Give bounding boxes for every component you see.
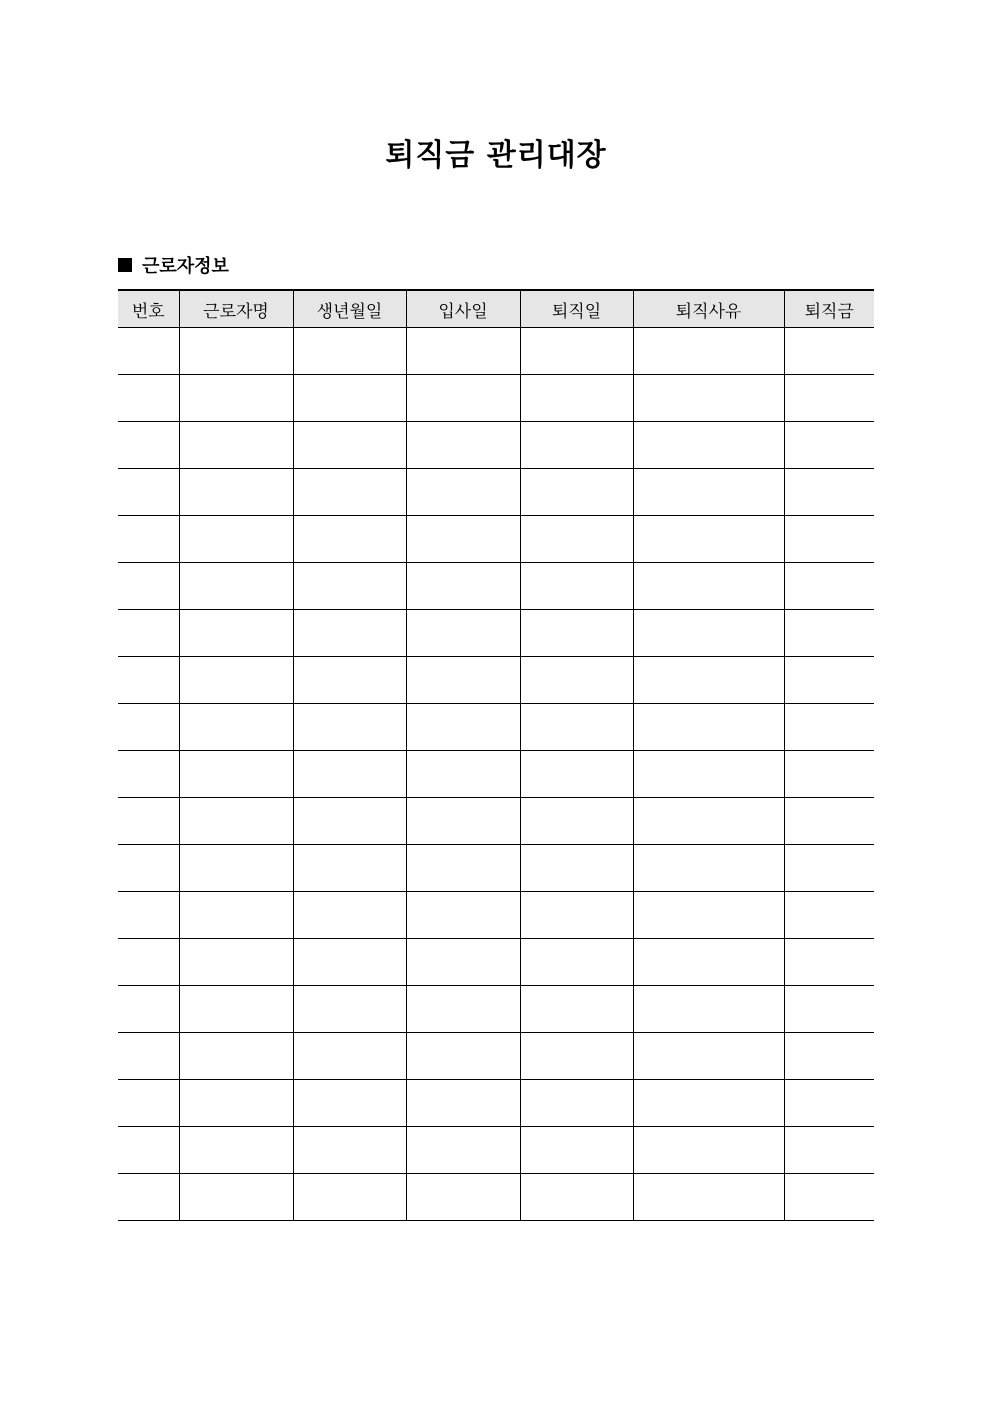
cell-birth-date[interactable] — [293, 375, 406, 422]
cell-retirement-date[interactable] — [520, 845, 633, 892]
cell-worker-name[interactable] — [179, 610, 293, 657]
cell-number[interactable] — [118, 1080, 179, 1127]
cell-retirement-reason[interactable] — [633, 516, 784, 563]
cell-worker-name[interactable] — [179, 328, 293, 375]
cell-severance-pay[interactable] — [784, 422, 874, 469]
header-birth-date: 생년월일 — [293, 290, 406, 328]
cell-severance-pay[interactable] — [784, 939, 874, 986]
cell-retirement-date[interactable] — [520, 516, 633, 563]
table-row — [118, 704, 874, 751]
cell-severance-pay[interactable] — [784, 1127, 874, 1174]
header-severance-pay: 퇴직금 — [784, 290, 874, 328]
cell-retirement-reason[interactable] — [633, 751, 784, 798]
cell-worker-name[interactable] — [179, 704, 293, 751]
cell-retirement-reason[interactable] — [633, 328, 784, 375]
cell-hire-date[interactable] — [406, 939, 520, 986]
cell-retirement-reason[interactable] — [633, 610, 784, 657]
cell-retirement-reason[interactable] — [633, 798, 784, 845]
cell-severance-pay[interactable] — [784, 892, 874, 939]
cell-number[interactable] — [118, 751, 179, 798]
cell-severance-pay[interactable] — [784, 657, 874, 704]
cell-number[interactable] — [118, 375, 179, 422]
cell-worker-name[interactable] — [179, 375, 293, 422]
header-retirement-date: 퇴직일 — [520, 290, 633, 328]
cell-worker-name[interactable] — [179, 892, 293, 939]
cell-worker-name[interactable] — [179, 469, 293, 516]
cell-hire-date[interactable] — [406, 469, 520, 516]
cell-birth-date[interactable] — [293, 328, 406, 375]
cell-number[interactable] — [118, 610, 179, 657]
cell-hire-date[interactable] — [406, 375, 520, 422]
cell-retirement-date[interactable] — [520, 892, 633, 939]
cell-worker-name[interactable] — [179, 986, 293, 1033]
cell-retirement-date[interactable] — [520, 1080, 633, 1127]
cell-birth-date[interactable] — [293, 610, 406, 657]
cell-severance-pay[interactable] — [784, 704, 874, 751]
cell-retirement-date[interactable] — [520, 704, 633, 751]
section-heading-label: 근로자정보 — [142, 256, 229, 277]
cell-severance-pay[interactable] — [784, 469, 874, 516]
square-bullet-icon — [118, 258, 132, 272]
cell-retirement-reason[interactable] — [633, 1174, 784, 1221]
cell-retirement-date[interactable] — [520, 422, 633, 469]
cell-severance-pay[interactable] — [784, 798, 874, 845]
cell-worker-name[interactable] — [179, 939, 293, 986]
severance-ledger-table — [118, 289, 874, 1221]
header-worker-name: 근로자명 — [179, 290, 293, 328]
cell-hire-date[interactable] — [406, 986, 520, 1033]
cell-birth-date[interactable] — [293, 657, 406, 704]
table-row — [118, 375, 874, 422]
cell-hire-date[interactable] — [406, 798, 520, 845]
table-row — [118, 328, 874, 375]
cell-hire-date[interactable] — [406, 845, 520, 892]
cell-severance-pay[interactable] — [784, 986, 874, 1033]
table-row — [118, 798, 874, 845]
cell-retirement-reason[interactable] — [633, 422, 784, 469]
cell-worker-name[interactable] — [179, 1033, 293, 1080]
page-title: 퇴직금 관리대장 — [385, 138, 607, 173]
cell-number[interactable] — [118, 986, 179, 1033]
cell-hire-date[interactable] — [406, 657, 520, 704]
cell-retirement-reason[interactable] — [633, 657, 784, 704]
table-row — [118, 422, 874, 469]
cell-number[interactable] — [118, 892, 179, 939]
cell-birth-date[interactable] — [293, 939, 406, 986]
table-body — [118, 328, 874, 1221]
cell-retirement-date[interactable] — [520, 328, 633, 375]
cell-severance-pay[interactable] — [784, 1174, 874, 1221]
cell-birth-date[interactable] — [293, 798, 406, 845]
cell-number[interactable] — [118, 798, 179, 845]
cell-hire-date[interactable] — [406, 610, 520, 657]
cell-retirement-reason[interactable] — [633, 845, 784, 892]
table-row — [118, 751, 874, 798]
cell-birth-date[interactable] — [293, 1080, 406, 1127]
cell-birth-date[interactable] — [293, 1127, 406, 1174]
cell-retirement-date[interactable] — [520, 751, 633, 798]
cell-number[interactable] — [118, 845, 179, 892]
cell-hire-date[interactable] — [406, 328, 520, 375]
table-row — [118, 939, 874, 986]
header-hire-date: 입사일 — [406, 290, 520, 328]
table-row — [118, 1127, 874, 1174]
cell-severance-pay[interactable] — [784, 328, 874, 375]
cell-retirement-reason[interactable] — [633, 704, 784, 751]
cell-number[interactable] — [118, 328, 179, 375]
cell-hire-date[interactable] — [406, 516, 520, 563]
table-row — [118, 563, 874, 610]
table-row — [118, 892, 874, 939]
cell-retirement-date[interactable] — [520, 610, 633, 657]
cell-hire-date[interactable] — [406, 1033, 520, 1080]
table-row — [118, 469, 874, 516]
cell-number[interactable] — [118, 939, 179, 986]
cell-retirement-date[interactable] — [520, 939, 633, 986]
cell-retirement-reason[interactable] — [633, 1127, 784, 1174]
cell-birth-date[interactable] — [293, 469, 406, 516]
cell-retirement-reason[interactable] — [633, 892, 784, 939]
table-row — [118, 610, 874, 657]
cell-hire-date[interactable] — [406, 563, 520, 610]
cell-retirement-reason[interactable] — [633, 1080, 784, 1127]
cell-severance-pay[interactable] — [784, 516, 874, 563]
cell-worker-name[interactable] — [179, 1174, 293, 1221]
table-row — [118, 986, 874, 1033]
cell-retirement-date[interactable] — [520, 798, 633, 845]
table-header-row — [118, 290, 874, 328]
cell-birth-date[interactable] — [293, 422, 406, 469]
cell-birth-date[interactable] — [293, 563, 406, 610]
cell-retirement-reason[interactable] — [633, 939, 784, 986]
cell-hire-date[interactable] — [406, 1127, 520, 1174]
cell-worker-name[interactable] — [179, 422, 293, 469]
cell-hire-date[interactable] — [406, 704, 520, 751]
cell-severance-pay[interactable] — [784, 845, 874, 892]
cell-retirement-date[interactable] — [520, 1127, 633, 1174]
table-row — [118, 516, 874, 563]
cell-worker-name[interactable] — [179, 657, 293, 704]
cell-severance-pay[interactable] — [784, 1080, 874, 1127]
cell-retirement-date[interactable] — [520, 469, 633, 516]
cell-worker-name[interactable] — [179, 563, 293, 610]
cell-birth-date[interactable] — [293, 845, 406, 892]
cell-birth-date[interactable] — [293, 1174, 406, 1221]
header-number: 번호 — [118, 290, 179, 328]
table-row — [118, 1033, 874, 1080]
cell-retirement-reason[interactable] — [633, 563, 784, 610]
cell-hire-date[interactable] — [406, 1174, 520, 1221]
cell-number[interactable] — [118, 422, 179, 469]
section-heading — [118, 252, 229, 278]
cell-hire-date[interactable] — [406, 422, 520, 469]
cell-birth-date[interactable] — [293, 1033, 406, 1080]
cell-worker-name[interactable] — [179, 1080, 293, 1127]
cell-severance-pay[interactable] — [784, 610, 874, 657]
cell-worker-name[interactable] — [179, 845, 293, 892]
cell-birth-date[interactable] — [293, 892, 406, 939]
cell-retirement-reason[interactable] — [633, 986, 784, 1033]
cell-hire-date[interactable] — [406, 751, 520, 798]
cell-retirement-date[interactable] — [520, 1033, 633, 1080]
cell-retirement-date[interactable] — [520, 986, 633, 1033]
table-row — [118, 657, 874, 704]
cell-worker-name[interactable] — [179, 798, 293, 845]
cell-number[interactable] — [118, 563, 179, 610]
cell-worker-name[interactable] — [179, 1127, 293, 1174]
cell-retirement-reason[interactable] — [633, 375, 784, 422]
cell-retirement-date[interactable] — [520, 1174, 633, 1221]
cell-retirement-date[interactable] — [520, 657, 633, 704]
table-row — [118, 1080, 874, 1127]
cell-number[interactable] — [118, 704, 179, 751]
cell-severance-pay[interactable] — [784, 751, 874, 798]
cell-hire-date[interactable] — [406, 1080, 520, 1127]
cell-hire-date[interactable] — [406, 892, 520, 939]
cell-severance-pay[interactable] — [784, 1033, 874, 1080]
cell-birth-date[interactable] — [293, 704, 406, 751]
cell-number[interactable] — [118, 657, 179, 704]
table-row — [118, 845, 874, 892]
table-row — [118, 1174, 874, 1221]
cell-number[interactable] — [118, 516, 179, 563]
cell-worker-name[interactable] — [179, 516, 293, 563]
cell-retirement-date[interactable] — [520, 375, 633, 422]
cell-retirement-reason[interactable] — [633, 1033, 784, 1080]
cell-severance-pay[interactable] — [784, 563, 874, 610]
cell-birth-date[interactable] — [293, 751, 406, 798]
cell-number[interactable] — [118, 1127, 179, 1174]
cell-retirement-date[interactable] — [520, 563, 633, 610]
cell-retirement-reason[interactable] — [633, 469, 784, 516]
cell-birth-date[interactable] — [293, 986, 406, 1033]
header-retirement-reason: 퇴직사유 — [633, 290, 784, 328]
cell-number[interactable] — [118, 1174, 179, 1221]
cell-number[interactable] — [118, 1033, 179, 1080]
cell-worker-name[interactable] — [179, 751, 293, 798]
cell-number[interactable] — [118, 469, 179, 516]
cell-birth-date[interactable] — [293, 516, 406, 563]
cell-severance-pay[interactable] — [784, 375, 874, 422]
